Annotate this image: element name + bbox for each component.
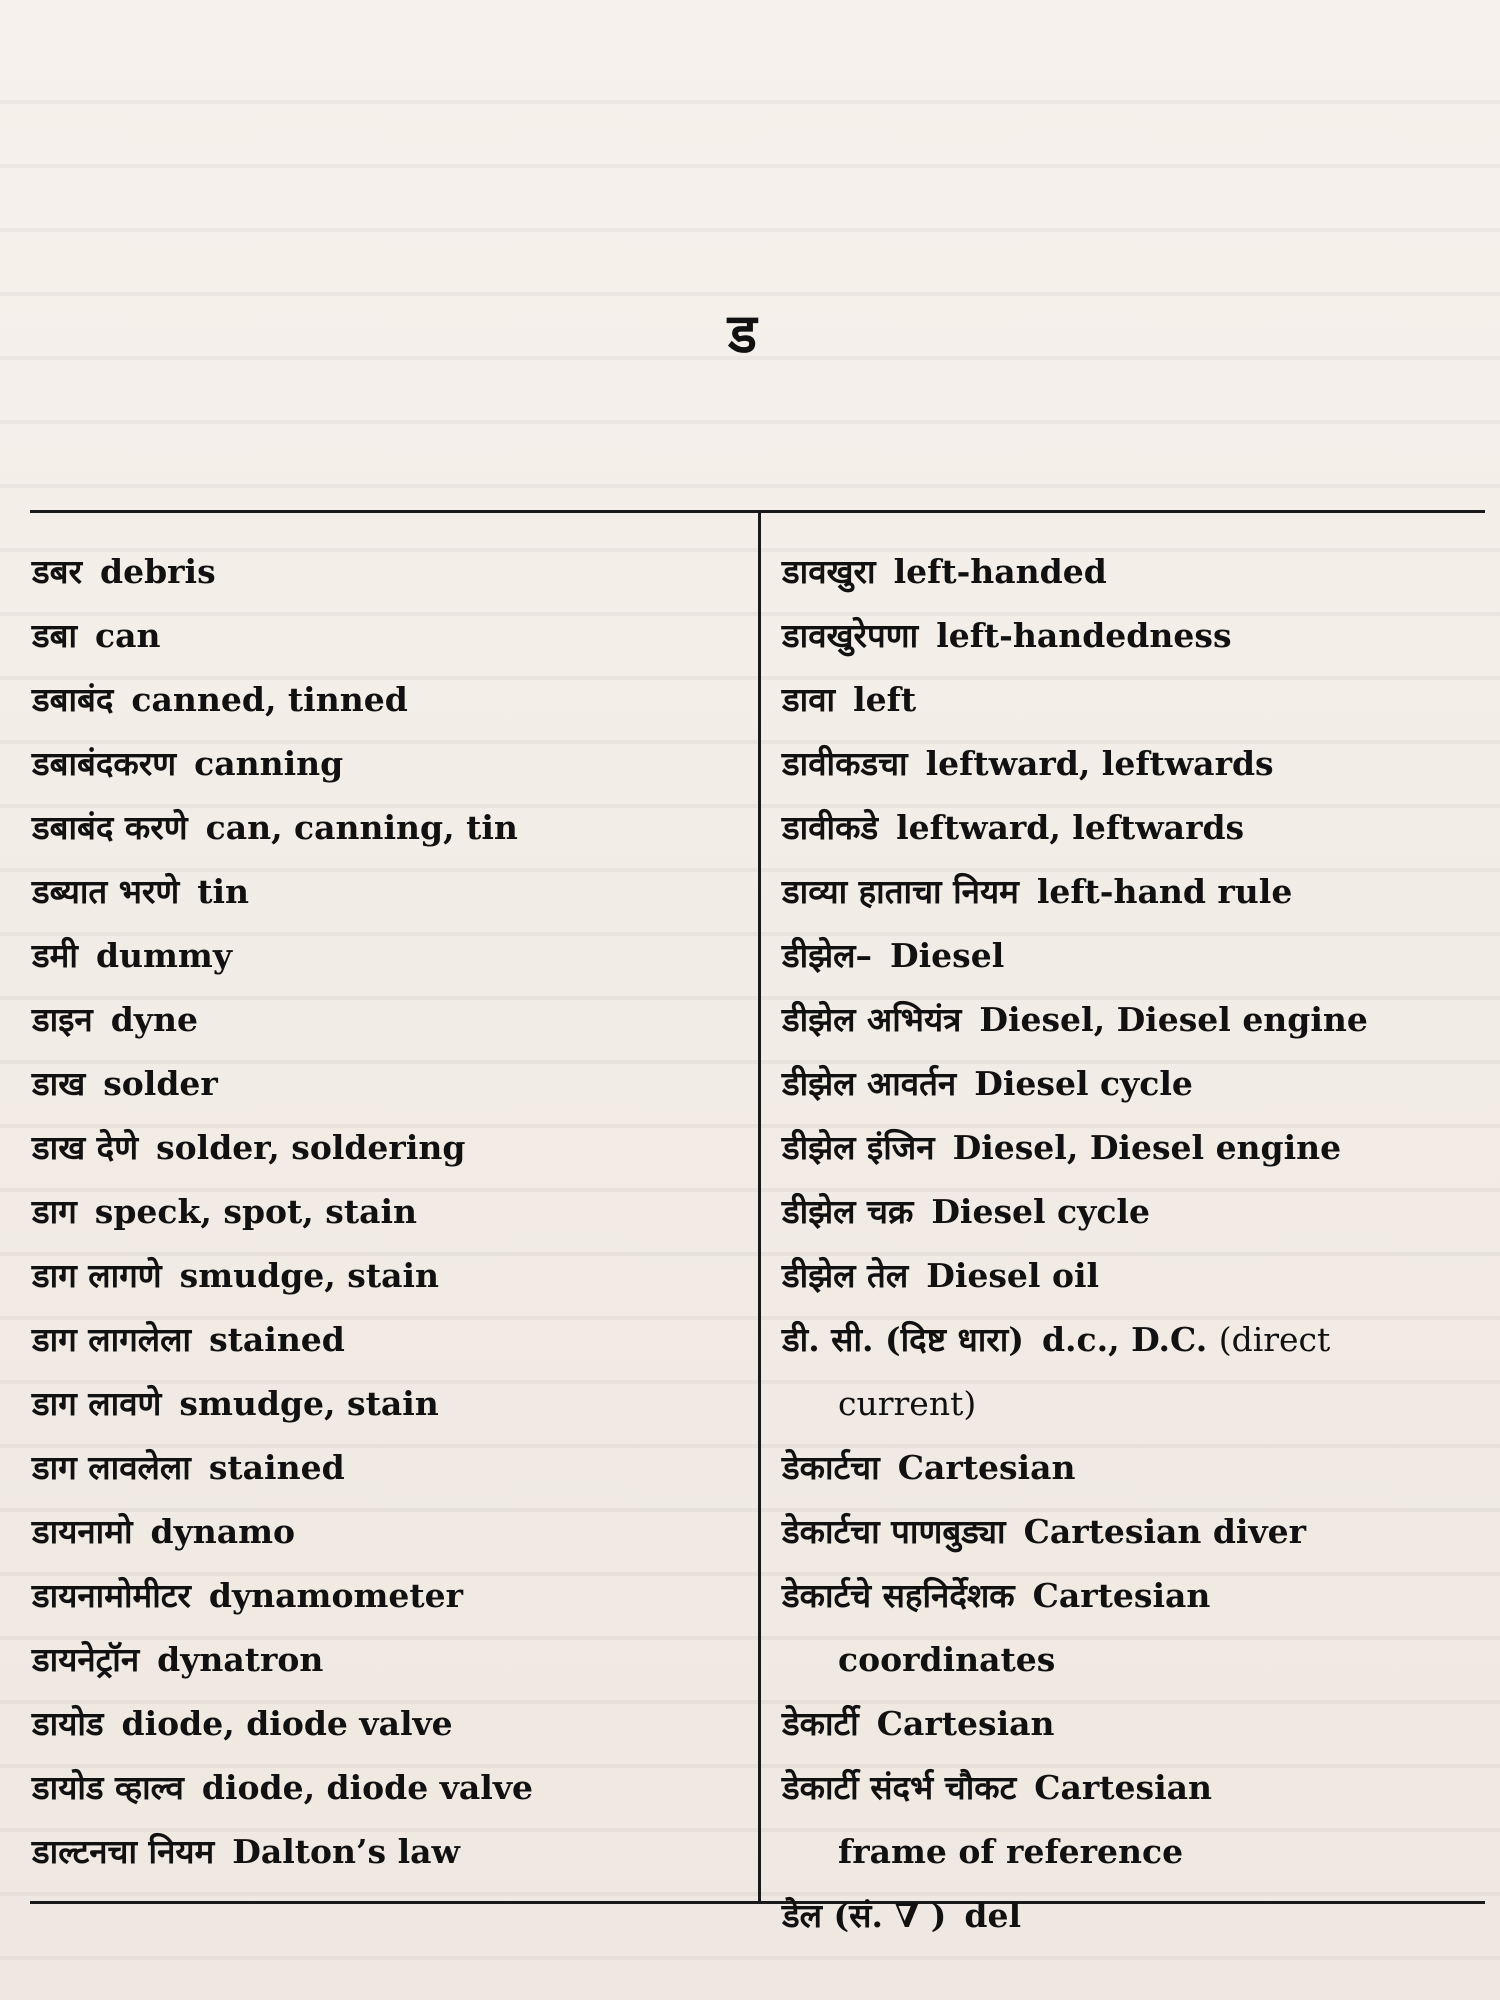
entry: डी. सी. (दिष्ट धारा) d.c., D.C. (direct current)	[782, 1320, 1331, 1423]
entry: डेकार्टचा पाणबुड्या Cartesian diver	[782, 1512, 1307, 1551]
entry: डेकार्टी Cartesian	[782, 1704, 1055, 1743]
column-divider	[758, 512, 761, 1902]
entry: डाग लागलेला stained	[32, 1320, 345, 1359]
entry: डेल (सं. ∇ ) del	[782, 1896, 1021, 1935]
entry: डबर debris	[32, 552, 216, 591]
entry: डायनामो dynamo	[32, 1512, 296, 1551]
entry: डबा can	[32, 616, 161, 655]
entry: डीझेल इंजिन Diesel, Diesel engine	[782, 1128, 1342, 1167]
entry: डाव्या हाताचा नियम left-hand rule	[782, 872, 1293, 911]
entry: डीझेल आवर्तन Diesel cycle	[782, 1064, 1193, 1103]
left-column	[32, 540, 747, 1884]
entry: डावखुरेपणा left-handedness	[782, 616, 1232, 655]
entry: डाग speck, spot, stain	[32, 1192, 417, 1231]
entry: डेकार्टचे सहनिर्देशक Cartesian coordinates	[782, 1576, 1211, 1679]
entry: डाइन dyne	[32, 1000, 198, 1039]
section-heading: ड	[728, 301, 757, 365]
entry: डीझेल तेल Diesel oil	[782, 1256, 1100, 1295]
entry: डायनामोमीटर dynamometer	[32, 1576, 463, 1615]
entry: डावीकडे leftward, leftwards	[782, 808, 1245, 847]
entry: डाग लावणे smudge, stain	[32, 1384, 439, 1423]
entry: डमी dummy	[32, 936, 233, 975]
entry: डीझेल– Diesel	[782, 936, 1005, 975]
entry: डायोड व्हाल्व diode, diode valve	[32, 1768, 533, 1807]
entry: डाख solder	[32, 1064, 218, 1103]
entry: डबाबंद canned, tinned	[32, 680, 408, 719]
entry: डावीकडचा leftward, leftwards	[782, 744, 1274, 783]
entry: डब्यात भरणे tin	[32, 872, 250, 911]
entry: डाग लावलेला stained	[32, 1448, 345, 1487]
right-column	[782, 540, 1482, 1948]
entry: डाख देणे solder, soldering	[32, 1128, 466, 1167]
entry: डीझेल अभियंत्र Diesel, Diesel engine	[782, 1000, 1368, 1039]
entry: डेकार्टचा Cartesian	[782, 1448, 1076, 1487]
entry: डायोड diode, diode valve	[32, 1704, 453, 1743]
entry: डाल्टनचा नियम Dalton’s law	[32, 1832, 460, 1871]
entry: डबाबंद करणे can, canning, tin	[32, 808, 518, 847]
entry: डेकार्टी संदर्भ चौकट Cartesian frame of reference	[782, 1768, 1212, 1871]
entry: डायनेट्रॉन dynatron	[32, 1640, 324, 1679]
entry: डाग लागणे smudge, stain	[32, 1256, 439, 1295]
entry: डावखुरा left-handed	[782, 552, 1107, 591]
entry: डबाबंदकरण canning	[32, 744, 344, 783]
entry: डीझेल चक्र Diesel cycle	[782, 1192, 1150, 1231]
entry: डावा left	[782, 680, 917, 719]
